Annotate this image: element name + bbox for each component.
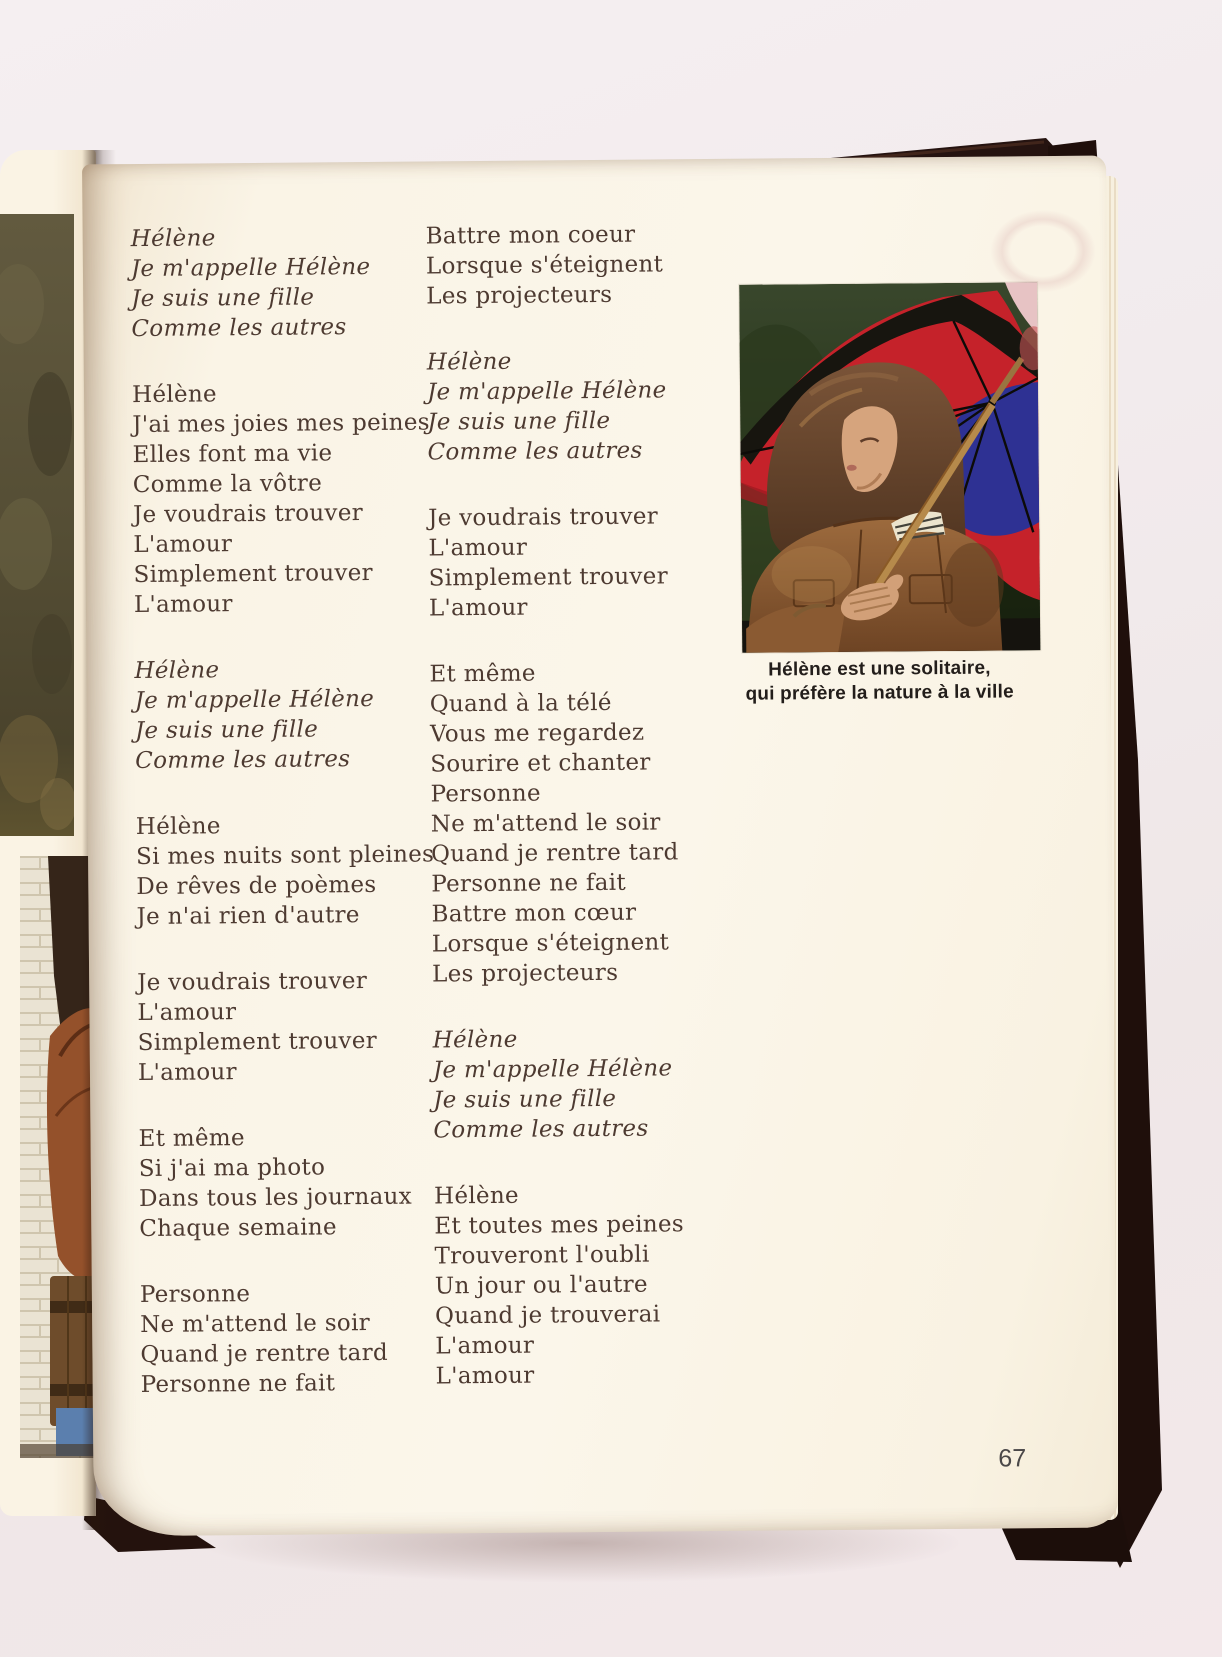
stanza	[429, 657, 742, 990]
lyric-line: Je n'ai rien d'autre	[136, 902, 360, 931]
stanza	[138, 1121, 449, 1244]
lyric-line: Et même	[429, 660, 536, 688]
lyric-line: Quand je rentre tard	[430, 839, 679, 868]
lyric-line: Comme les autres	[131, 314, 347, 343]
stanza	[427, 345, 738, 468]
lyric-line: L'amour	[137, 999, 237, 1027]
stanza	[134, 653, 445, 776]
lyric-line: Lorsque s'éteignent	[431, 929, 670, 958]
lyric-line: Dans tous les journaux	[138, 1183, 413, 1213]
lyric-line: Battre mon coeur	[425, 221, 636, 250]
helene-photo	[739, 282, 1040, 653]
lyric-line: Si mes nuits sont pleines	[135, 841, 435, 871]
stanza	[137, 965, 448, 1088]
lyric-line: Un jour ou l'autre	[434, 1271, 648, 1300]
lyric-line: Je voudrais trouver	[428, 503, 659, 532]
stanza	[426, 219, 737, 312]
lyric-line: Quand je rentre tard	[140, 1339, 389, 1369]
lyric-line: Trouveront l'oubli	[434, 1241, 650, 1270]
lyric-line: Je m'appelle Hélène	[426, 377, 667, 406]
lyric-line: Comme les autres	[433, 1115, 649, 1144]
lyric-line: L'amour	[133, 591, 233, 619]
lyric-line: Hélène	[135, 813, 221, 841]
lyric-line: Personne	[430, 780, 541, 808]
lyric-line: Simplement trouver	[133, 559, 374, 589]
lyric-line: Si j'ai ma photo	[138, 1154, 326, 1183]
lyric-line: Les projecteurs	[426, 281, 613, 310]
lyric-line: Quand je trouverai	[434, 1301, 661, 1330]
stanza	[136, 809, 447, 932]
lyric-line: Je suis une fille	[134, 716, 319, 745]
lyric-line: Ne m'attend le soir	[140, 1310, 371, 1339]
lyric-line: L'amour	[428, 534, 528, 562]
lyric-line: Je suis une fille	[131, 284, 315, 313]
stanza	[433, 1023, 744, 1146]
lyric-line: Personne	[139, 1281, 251, 1309]
lyric-line: Personne ne fait	[140, 1370, 336, 1399]
lyric-line: Je voudrais trouver	[132, 500, 364, 529]
lyric-line: Lorsque s'éteignent	[425, 251, 664, 280]
lyric-line: Battre mon cœur	[431, 899, 637, 928]
lyric-line: Hélène	[432, 1026, 518, 1054]
lyric-line: Je suis une fille	[427, 407, 611, 436]
stanza	[140, 1277, 451, 1400]
lyric-line: Les projecteurs	[432, 959, 619, 988]
lyric-line: L'amour	[133, 531, 233, 559]
left-page-photo-field	[0, 214, 74, 836]
lyric-line: Hélène	[131, 381, 218, 409]
lyric-line: Simplement trouver	[428, 563, 669, 592]
caption-line-1: Hélène est une solitaire,	[768, 657, 991, 681]
lyric-line: Hélène	[130, 225, 216, 253]
lyric-line: Je m'appelle Hélène	[432, 1055, 673, 1084]
lyric-line: Sourire et chanter	[430, 749, 651, 778]
lyric-line: De rêves de poèmes	[136, 871, 377, 901]
lyric-line: Comme les autres	[427, 437, 643, 466]
lyric-line: Je m'appelle Hélène	[134, 685, 375, 715]
lyric-line: Quand à la télé	[429, 689, 612, 718]
photo-caption	[714, 656, 1044, 707]
lyric-line: Elles font ma vie	[132, 440, 333, 469]
lyric-line: Comme les autres	[135, 746, 351, 775]
lyric-line: Je m'appelle Hélène	[130, 253, 371, 283]
lyric-line: Hélène	[426, 348, 512, 376]
stanza	[131, 221, 442, 344]
lyric-line: Personne ne fait	[431, 869, 627, 898]
lyric-line: J'ai mes joies mes peines	[132, 409, 430, 439]
lyric-line: Je voudrais trouver	[137, 968, 368, 997]
lyric-line: L'amour	[435, 1332, 535, 1360]
lyric-line: Et toutes mes peines	[434, 1211, 685, 1240]
caption-line-2: qui préfère la nature à la ville	[745, 681, 1014, 705]
right-page	[82, 156, 1118, 1537]
stanza	[132, 377, 444, 620]
stanza	[428, 501, 739, 624]
lyric-line: Comme la vôtre	[132, 470, 323, 499]
lyric-line: Hélène	[134, 657, 220, 685]
lyric-line: Vous me regardez	[429, 719, 645, 748]
lyric-line: L'amour	[435, 1362, 535, 1390]
stanza	[434, 1179, 746, 1392]
lyric-line: Ne m'attend le soir	[430, 809, 661, 838]
lyric-line: L'amour	[428, 594, 528, 622]
lyric-line: Hélène	[433, 1182, 520, 1210]
lyric-line: Je suis une fille	[433, 1085, 617, 1114]
lyrics-col-right	[426, 219, 747, 1428]
lyric-line: Chaque semaine	[139, 1214, 337, 1243]
lyric-line: Et même	[138, 1125, 245, 1153]
page-number: 67	[998, 1444, 1027, 1473]
lyric-line: L'amour	[137, 1059, 237, 1087]
lyrics-col-left	[131, 221, 452, 1436]
lyric-line: Simplement trouver	[137, 1027, 378, 1057]
